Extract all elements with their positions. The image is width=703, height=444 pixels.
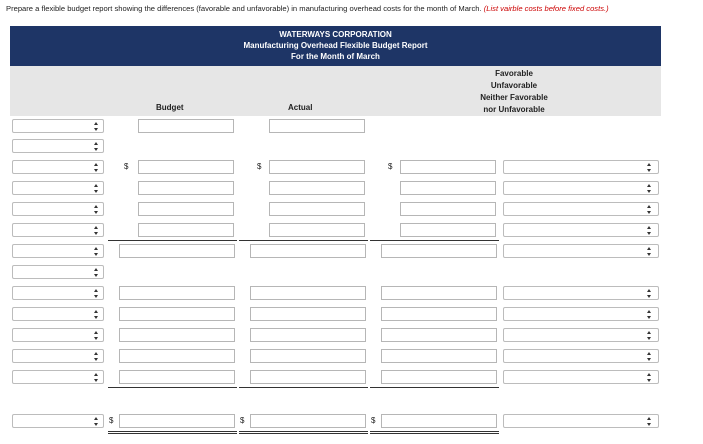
- total-double-underline: [108, 433, 237, 434]
- select-arrows-icon: [647, 226, 652, 235]
- subtotal-underline: [108, 387, 237, 388]
- report-row: [0, 139, 703, 153]
- actual-input[interactable]: [250, 349, 366, 363]
- difference-input[interactable]: [381, 370, 497, 384]
- subtotal-underline: [108, 240, 237, 241]
- total-double-underline: [239, 431, 368, 432]
- actual-input[interactable]: [250, 286, 366, 300]
- difference-type-select[interactable]: [503, 181, 659, 195]
- difference-input[interactable]: [400, 181, 496, 195]
- select-arrows-icon: [94, 331, 99, 340]
- report-row: [0, 286, 703, 300]
- actual-input[interactable]: [250, 244, 366, 258]
- budget-input[interactable]: [138, 223, 234, 237]
- actual-input[interactable]: [250, 370, 366, 384]
- actual-input[interactable]: [269, 223, 365, 237]
- actual-input[interactable]: [250, 328, 366, 342]
- select-arrows-icon: [647, 331, 652, 340]
- difference-input[interactable]: [381, 328, 497, 342]
- select-arrows-icon: [94, 226, 99, 235]
- actual-column-header: Actual: [288, 103, 313, 112]
- report-row: [0, 244, 703, 258]
- budget-input[interactable]: [119, 414, 235, 428]
- actual-input[interactable]: [250, 307, 366, 321]
- select-arrows-icon: [647, 310, 652, 319]
- actual-input[interactable]: [269, 119, 365, 133]
- actual-input[interactable]: [269, 181, 365, 195]
- budget-column-header: Budget: [156, 103, 184, 112]
- report-row: [0, 181, 703, 195]
- select-arrows-icon: [94, 122, 99, 131]
- instruction-text: Prepare a flexible budget report showing the differences (favorable and unfavorable) in manufacturing overhead costs for the month of March.: [6, 4, 482, 13]
- company-name: WATERWAYS CORPORATION: [279, 30, 392, 39]
- dollar-sign: $: [388, 162, 393, 171]
- report-row: [0, 349, 703, 363]
- subtotal-underline: [239, 387, 368, 388]
- neither-favorable-label: Neither Favorable: [480, 93, 548, 102]
- report-row: [0, 202, 703, 216]
- difference-type-select[interactable]: [503, 286, 659, 300]
- budget-input[interactable]: [119, 370, 235, 384]
- budget-input[interactable]: [119, 286, 235, 300]
- difference-input[interactable]: [381, 349, 497, 363]
- instruction-note: (List vairble costs before fixed costs.): [483, 4, 609, 13]
- line-item-select[interactable]: [12, 307, 104, 321]
- difference-input[interactable]: [381, 307, 497, 321]
- select-arrows-icon: [647, 163, 652, 172]
- select-arrows-icon: [647, 184, 652, 193]
- report-title: Manufacturing Overhead Flexible Budget Report: [243, 41, 428, 50]
- dollar-sign: $: [124, 162, 129, 171]
- total-double-underline: [108, 431, 237, 432]
- select-arrows-icon: [647, 205, 652, 214]
- select-arrows-icon: [94, 142, 99, 151]
- select-arrows-icon: [94, 184, 99, 193]
- difference-type-select[interactable]: [503, 349, 659, 363]
- difference-input[interactable]: [400, 202, 496, 216]
- favorable-label: Favorable: [495, 69, 533, 78]
- line-item-select[interactable]: [12, 414, 104, 428]
- difference-input[interactable]: [381, 414, 497, 428]
- line-item-select[interactable]: [12, 139, 104, 153]
- report-row: [0, 160, 703, 174]
- dollar-sign: $: [371, 416, 376, 425]
- total-double-underline: [239, 433, 368, 434]
- nor-unfavorable-label: nor Unfavorable: [483, 105, 545, 114]
- line-item-select[interactable]: [12, 286, 104, 300]
- total-double-underline: [370, 433, 499, 434]
- report-row: [0, 414, 703, 428]
- select-arrows-icon: [647, 289, 652, 298]
- difference-type-select[interactable]: [503, 328, 659, 342]
- report-row: [0, 307, 703, 321]
- budget-input[interactable]: [119, 349, 235, 363]
- difference-column-header: [457, 68, 571, 116]
- line-item-select[interactable]: [12, 349, 104, 363]
- select-arrows-icon: [94, 417, 99, 426]
- difference-type-select[interactable]: [503, 160, 659, 174]
- unfavorable-label: Unfavorable: [490, 81, 538, 90]
- difference-type-select[interactable]: [503, 370, 659, 384]
- line-item-select[interactable]: [12, 244, 104, 258]
- line-item-select[interactable]: [12, 265, 104, 279]
- line-item-select[interactable]: [12, 370, 104, 384]
- select-arrows-icon: [94, 268, 99, 277]
- report-row: [0, 328, 703, 342]
- line-item-select[interactable]: [12, 223, 104, 237]
- actual-input[interactable]: [269, 160, 365, 174]
- line-item-select[interactable]: [12, 328, 104, 342]
- budget-input[interactable]: [138, 202, 234, 216]
- actual-input[interactable]: [250, 414, 366, 428]
- difference-type-select[interactable]: [503, 414, 659, 428]
- select-arrows-icon: [94, 289, 99, 298]
- actual-input[interactable]: [269, 202, 365, 216]
- budget-input[interactable]: [138, 119, 234, 133]
- select-arrows-icon: [94, 352, 99, 361]
- line-item-select[interactable]: [12, 202, 104, 216]
- line-item-select[interactable]: [12, 181, 104, 195]
- report-period: For the Month of March: [291, 52, 380, 61]
- report-header: [10, 26, 661, 66]
- select-arrows-icon: [94, 373, 99, 382]
- report-row: [0, 370, 703, 384]
- report-row: [0, 265, 703, 279]
- select-arrows-icon: [94, 310, 99, 319]
- difference-input[interactable]: [400, 160, 496, 174]
- budget-input[interactable]: [119, 244, 235, 258]
- line-item-select[interactable]: [12, 119, 104, 133]
- difference-input[interactable]: [381, 244, 497, 258]
- select-arrows-icon: [94, 163, 99, 172]
- report-row: [0, 119, 703, 133]
- select-arrows-icon: [647, 417, 652, 426]
- select-arrows-icon: [647, 373, 652, 382]
- instructions: [6, 3, 703, 14]
- line-item-select[interactable]: [12, 160, 104, 174]
- difference-type-select[interactable]: [503, 202, 659, 216]
- subtotal-underline: [370, 240, 499, 241]
- subtotal-underline: [370, 387, 499, 388]
- difference-input[interactable]: [381, 286, 497, 300]
- difference-type-select[interactable]: [503, 307, 659, 321]
- dollar-sign: $: [109, 416, 114, 425]
- budget-input[interactable]: [119, 328, 235, 342]
- select-arrows-icon: [647, 352, 652, 361]
- total-double-underline: [370, 431, 499, 432]
- report-row: [0, 223, 703, 237]
- select-arrows-icon: [94, 247, 99, 256]
- budget-input[interactable]: [119, 307, 235, 321]
- budget-input[interactable]: [138, 181, 234, 195]
- subtotal-underline: [239, 240, 368, 241]
- budget-input[interactable]: [138, 160, 234, 174]
- select-arrows-icon: [94, 205, 99, 214]
- dollar-sign: $: [240, 416, 245, 425]
- dollar-sign: $: [257, 162, 262, 171]
- difference-type-select[interactable]: [503, 244, 659, 258]
- select-arrows-icon: [647, 247, 652, 256]
- difference-type-select[interactable]: [503, 223, 659, 237]
- difference-input[interactable]: [400, 223, 496, 237]
